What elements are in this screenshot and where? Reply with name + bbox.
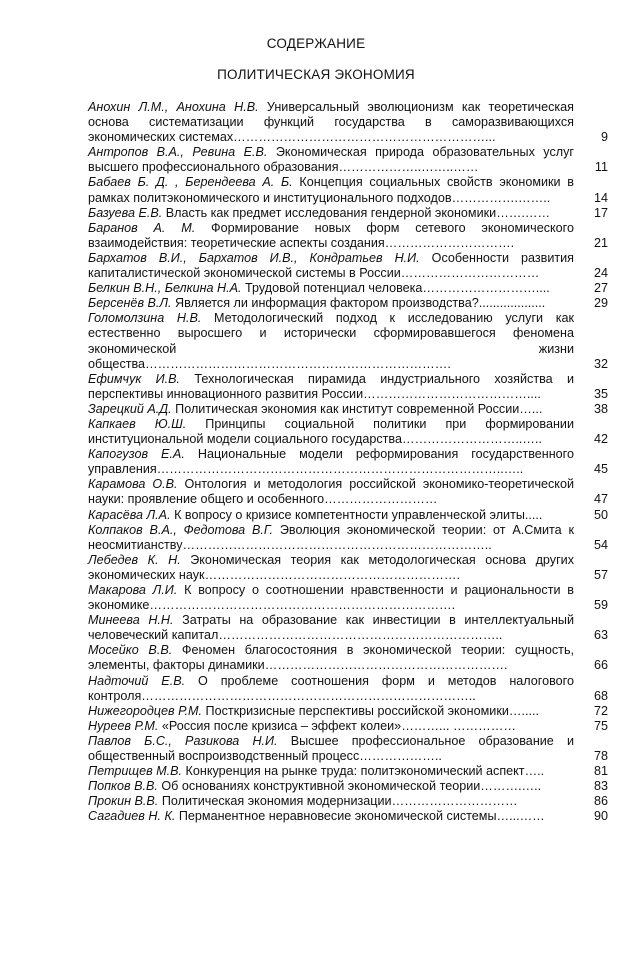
toc-entry-title: К вопросу о соотношении нравственности и рациональности в экономике	[88, 583, 574, 613]
toc-entry-leader: ……………………………………………………………………..	[141, 688, 476, 703]
toc-entry-authors: Минеева Н.Н.	[88, 613, 174, 628]
toc-entry-leader: ……….…..	[480, 779, 542, 794]
toc-entry-leader: ………... ……………	[401, 718, 516, 733]
toc-entry-leader: ………………………………………………………………..	[182, 537, 492, 552]
toc-entry-title: Национальные модели реформирования государственного управления	[88, 447, 575, 477]
toc-entry-title: Трудовой потенциал человека	[245, 281, 423, 296]
toc-entry-title: Власть как предмет исследования гендерной экономики	[165, 205, 497, 220]
toc-entry-title: Высшее профессиональное образование и общественный воспроизводственный процесс	[88, 733, 574, 764]
toc-entry-title: Эволюция экономической теории: от А.Смита к неосмитианству	[88, 522, 575, 552]
toc-entry-authors: Макарова Л.И.	[88, 583, 178, 597]
toc-entry-leader: …...……	[496, 809, 545, 824]
toc-entry-title: Политическая экономия модернизации	[161, 794, 392, 809]
toc-entry-leader: ………………………	[324, 492, 438, 507]
toc-entry-title: Перманентное неравновесие экономической системы	[178, 809, 497, 824]
toc-entry-leader: ……………………………………………………………….	[149, 598, 456, 613]
toc-entry-page-number: 14	[593, 190, 608, 205]
toc-entry-title: Экономическая природа образовательных услуг высшего профессионального образования	[88, 145, 575, 175]
toc-entry-title: О проблеме соотношения форм и методов налогового контроля	[88, 673, 574, 703]
toc-entry-leader: ….....	[508, 703, 539, 718]
toc-entry	[88, 221, 608, 251]
toc-entry-title: «Россия после кризиса – эффект колеи»	[161, 718, 402, 733]
toc-entry-page-number: 35	[593, 386, 608, 401]
toc-entry-authors: Нуреев Р.М.	[88, 718, 159, 733]
toc-entry-page-number: 9	[600, 130, 608, 145]
toc-entry-leader: ………………………..…..	[401, 432, 542, 447]
toc-entry-text	[88, 206, 574, 221]
toc-entry-authors: Зарецкий А.Д.	[88, 401, 172, 416]
toc-entry-leader: …………….……..	[451, 190, 551, 205]
toc-entry-authors: Павлов Б.С., Разикова Н.И.	[88, 733, 278, 748]
toc-entry-text	[88, 553, 574, 583]
toc-entry-authors: Бархатов В.И., Бархатов И.В., Кондратьев Н.И.	[88, 250, 420, 265]
toc-entry-authors: Надточий Е.В.	[88, 673, 186, 688]
toc-entry-text	[88, 296, 574, 311]
toc-entry	[88, 100, 608, 145]
toc-entry-authors: Анохин Л.М., Анохина Н.В.	[88, 100, 259, 114]
toc-entry-leader: ……………………………	[400, 266, 540, 281]
toc-entry-text	[88, 281, 574, 296]
page-title: СОДЕРЖАНИЕ	[266, 36, 366, 51]
toc-entry-text	[88, 704, 574, 719]
toc-entry	[88, 523, 608, 553]
toc-entry-page-number: 66	[593, 658, 608, 673]
toc-entry-page-number: 38	[593, 401, 608, 416]
toc-entry-leader: …….……	[496, 205, 551, 220]
toc-entry-page-number: 90	[593, 809, 608, 824]
toc-entry-page-number: 29	[593, 296, 608, 311]
toc-entry	[88, 674, 608, 704]
toc-entry-title: Посткризисные перспективы российской экономики	[205, 703, 509, 718]
toc-entry-leader: ………………..……..……	[338, 160, 479, 175]
toc-entry-authors: Антропов В.А., Ревина Е.В.	[88, 145, 268, 160]
toc-entry-page-number: 59	[593, 598, 608, 613]
toc-entry	[88, 477, 608, 507]
toc-entry-title: Методологический подход к исследованию услуги как естественно выросшего и исторически сформировавшегося феномена экономической жизни общества	[88, 311, 574, 371]
toc-entry-text	[88, 719, 574, 734]
toc-entry-page-number: 68	[593, 688, 608, 703]
toc-entry	[88, 281, 608, 296]
toc-entry	[88, 145, 608, 175]
toc-entry-authors: Лебедев К. Н.	[88, 552, 181, 567]
toc-entry-authors: Попков В.В.	[88, 779, 158, 794]
toc-entry	[88, 643, 608, 673]
toc-entry	[88, 402, 608, 417]
toc-entry-text	[88, 311, 574, 371]
toc-entry	[88, 372, 608, 402]
toc-entry-page-number: 78	[593, 749, 608, 764]
toc-entry-authors: Бабаев Б. Д. , Берендеева А. Б.	[88, 175, 293, 190]
toc-entry	[88, 719, 608, 734]
toc-entry-title: Феномен благосостояния в экономической теории: сущность, элементы, факторы динамики	[88, 643, 575, 673]
toc-entry-authors: Базуева Е.В.	[88, 205, 163, 220]
toc-entry-text	[88, 764, 574, 779]
toc-entry-authors: Капогузов Е.А.	[88, 447, 185, 462]
toc-entry-page-number: 45	[593, 462, 608, 477]
toc-entry-page-number: 57	[593, 567, 608, 582]
toc-entry-title: Является ли информация фактором производства?	[175, 296, 479, 311]
toc-entry	[88, 734, 608, 764]
toc-entry	[88, 583, 608, 613]
toc-entry-leader: …………………………………....	[363, 386, 541, 401]
toc-entry-leader: ……………………………………………………………….	[145, 356, 451, 371]
toc-entry	[88, 794, 608, 809]
toc-entry-authors: Берсенёв В.Л.	[88, 296, 172, 311]
toc-entry	[88, 613, 608, 643]
toc-entry-title: Экономическая теория как методологическая основа других экономических наук	[88, 552, 575, 582]
toc-entry	[88, 764, 608, 779]
toc-entry-title: Особенности развития капиталистической экономической системы в России	[88, 250, 574, 281]
toc-entry-authors: Колпаков В.А., Федотова В.Г.	[88, 522, 273, 537]
toc-entry-text	[88, 583, 574, 613]
toc-entry-authors: Голомолзина Н.В.	[88, 311, 202, 326]
toc-entry-title: Онтология и методология российской экономико-теоретической науки: проявление общего и особенного	[88, 477, 574, 507]
toc-entry-page-number: 42	[593, 432, 608, 447]
toc-entry-text	[88, 417, 574, 447]
toc-entry	[88, 417, 608, 447]
toc-entry-text	[88, 734, 574, 764]
toc-entry-text	[88, 372, 574, 402]
toc-entry-title: Универсальный эволюционизм как теоретическая основа систематизации функций государства в саморазвивающихся экономических системах	[88, 100, 575, 145]
toc-entry-page-number: 86	[593, 794, 608, 809]
toc-entry-text	[88, 674, 574, 704]
toc-entry-authors: Прокин В.В.	[88, 794, 159, 809]
toc-entry-title: Технологическая пирамида индустриального хозяйства и перспективы инновационного развития России	[88, 371, 575, 401]
toc-entry-title: Формирование новых форм сетевого экономического взаимодействия: теоретические аспекты создания	[88, 220, 574, 250]
toc-entry-text	[88, 613, 574, 643]
toc-entry-leader: ………………..	[359, 749, 442, 764]
toc-entry	[88, 704, 608, 719]
section-title: ПОЛИТИЧЕСКАЯ ЭКОНОМИЯ	[217, 67, 415, 82]
toc-entry	[88, 251, 608, 281]
toc-entry-text	[88, 523, 574, 553]
toc-entry-leader: ………………………....	[422, 281, 550, 296]
toc-entry-leader: ……………………………………………………...	[233, 130, 496, 145]
toc-entry-text	[88, 809, 574, 824]
toc-entry-authors: Карамова О.В.	[88, 477, 178, 492]
toc-entry-page-number: 83	[593, 779, 608, 794]
toc-entry	[88, 779, 608, 794]
toc-entry-authors: Сагадиев Н. К.	[88, 809, 176, 824]
toc-entry-page-number: 47	[593, 492, 608, 507]
table-of-contents	[88, 100, 608, 825]
toc-entry-text	[88, 779, 574, 794]
toc-entry	[88, 175, 608, 205]
toc-entry-authors: Нижегородцев Р.М.	[88, 703, 203, 718]
toc-entry-text	[88, 100, 574, 145]
toc-entry-page-number: 24	[593, 266, 608, 281]
toc-entry-title: Принципы социальной политики при формировании институциональной модели социального государства	[88, 416, 574, 447]
toc-entry-page-number: 75	[593, 718, 608, 733]
toc-entry-text	[88, 477, 574, 507]
toc-entry-page-number: 63	[593, 628, 608, 643]
toc-entry-title: Затраты на образование как инвестиции в интеллектуальный человеческий капитал	[88, 613, 574, 643]
toc-entry-page-number: 21	[593, 235, 608, 250]
toc-entry-leader: …………………………	[391, 794, 518, 809]
toc-entry-leader: ………………………………………………………………………..…..	[156, 462, 524, 477]
toc-entry-text	[88, 794, 574, 809]
toc-entry-leader: ………………………….	[384, 235, 515, 250]
toc-entry-title: Об основаниях конструктивной экономической теории	[161, 779, 481, 794]
toc-entry	[88, 447, 608, 477]
toc-entry	[88, 553, 608, 583]
toc-entry-authors: Капкаев Ю.Ш.	[88, 416, 187, 431]
toc-entry	[88, 508, 608, 523]
toc-entry-page-number: 27	[593, 281, 608, 296]
toc-entry-title: К вопросу о кризисе компетентности управленческой элиты	[174, 507, 525, 522]
toc-entry-authors: Ефимчук И.В.	[88, 371, 181, 386]
toc-entry-leader: …..	[524, 764, 545, 779]
toc-entry-leader: …………………………………………………………..	[218, 628, 503, 643]
toc-entry-page-number: 50	[593, 507, 608, 522]
toc-entry-authors: Баранов А. М.	[88, 220, 196, 235]
toc-entry-text	[88, 643, 574, 673]
toc-entry-leader: ...................	[478, 296, 546, 311]
toc-entry-text	[88, 251, 574, 281]
toc-entry-page-number: 32	[593, 356, 608, 371]
toc-entry	[88, 206, 608, 221]
toc-entry-leader: …...	[519, 401, 543, 416]
toc-entry-title: Конкуренция на рынке труда: политэкономический аспект	[185, 764, 525, 779]
toc-entry-leader: .....	[524, 507, 543, 522]
toc-entry-title: Концепция социальных свойств экономики в рамках политэкономического и институционального подходов	[88, 175, 574, 205]
toc-entry-text	[88, 447, 574, 477]
toc-entry-title: Политическая экономия как институт современной России	[175, 401, 520, 416]
toc-entry-text	[88, 175, 574, 205]
toc-entry	[88, 809, 608, 824]
toc-entry	[88, 296, 608, 311]
toc-entry-page-number: 81	[593, 764, 608, 779]
toc-entry-page-number: 54	[593, 537, 608, 552]
toc-entry-page-number: 11	[594, 160, 608, 175]
toc-entry-leader: ………………………………………………….	[264, 658, 508, 673]
toc-entry-authors: Карасёва Л.А.	[88, 507, 171, 522]
toc-entry-leader: …………………………………………………….	[204, 567, 460, 582]
toc-entry-text	[88, 402, 574, 417]
toc-entry-page-number: 72	[593, 703, 608, 718]
toc-entry-authors: Мосейко В.В.	[88, 643, 173, 658]
toc-entry-authors: Белкин В.Н., Белкина Н.А.	[88, 281, 242, 296]
toc-entry-text	[88, 221, 574, 251]
toc-entry-text	[88, 145, 574, 175]
toc-entry-text	[88, 508, 574, 523]
toc-entry-page-number: 17	[593, 205, 608, 220]
toc-entry-authors: Петрищев М.В.	[88, 764, 183, 779]
toc-entry	[88, 311, 608, 371]
